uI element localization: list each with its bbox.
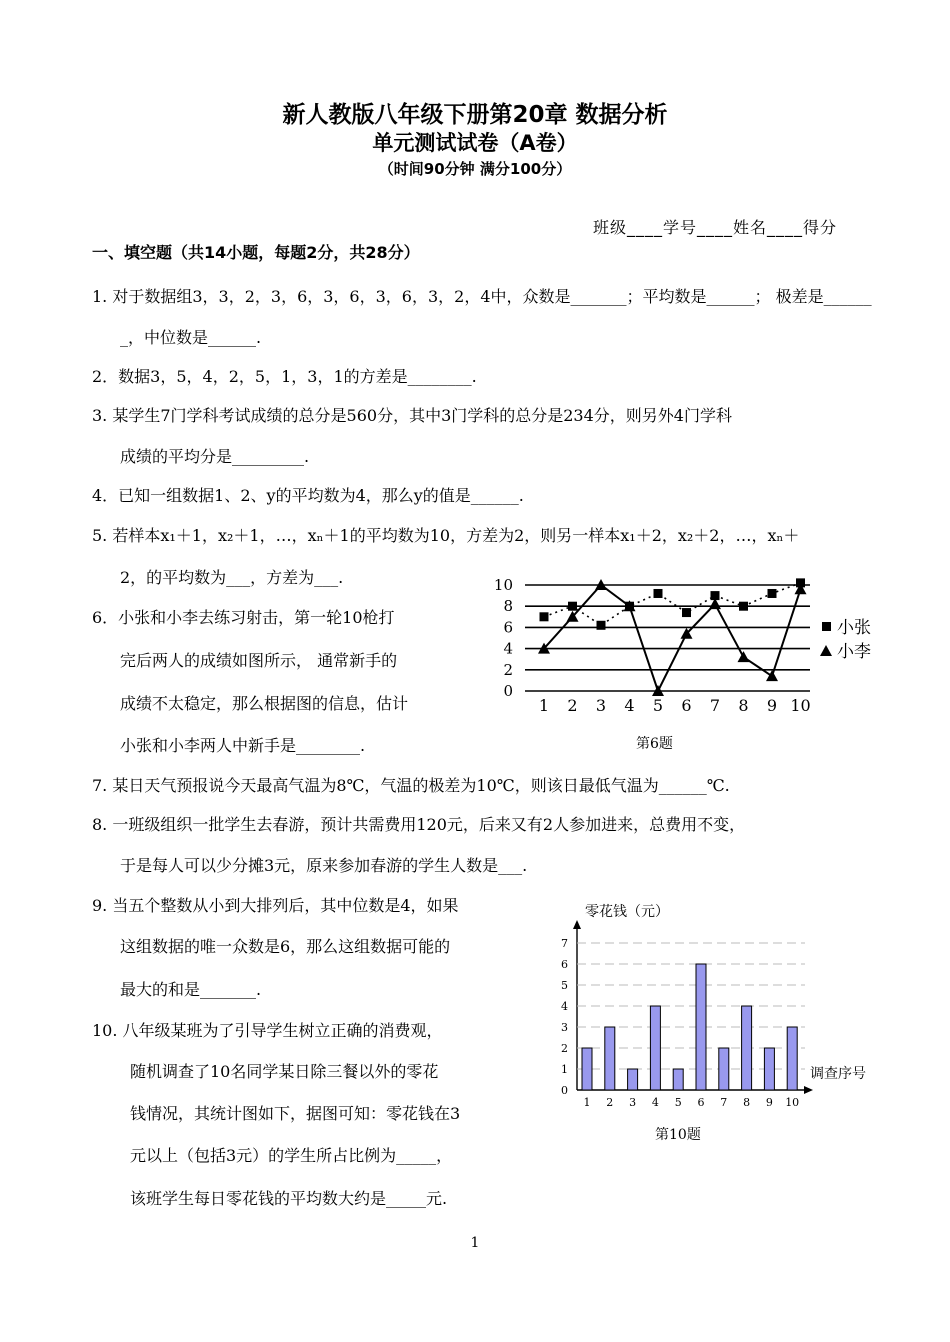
chart2-y-tick-label: 2 [561,1042,568,1055]
chart2-x-label: 调查序号 [810,1066,866,1082]
chart1-x-tick-label: 8 [738,696,749,715]
chart2-x-ticks [584,1096,800,1109]
chart1-y-tick-label: 10 [493,576,513,594]
q1-line2: _，中位数是______. [120,328,262,347]
chart2-x-tick-label: 1 [583,1096,591,1109]
q10-line4: 元以上（包括3元）的学生所占比例为_____， [130,1146,453,1165]
chart1-y-tick-label: 8 [503,597,513,616]
q9-line2: 这组数据的唯一众数是6，那么这组数据可能的 [120,937,451,956]
chart1-x-tick-label: 4 [624,696,635,715]
chart2-x-axis-arrow [804,1086,813,1094]
q10-line5: 该班学生每日零花钱的平均数大约是_____元. [130,1189,448,1208]
chart1-y-tick-label: 6 [503,618,513,637]
chart1-point [768,589,777,598]
q1-line1: 1. 对于数据组3，3，2，3，6，3，6，3，6，3，2，4中，众数是_______；平均数是______； 极差是______ [92,287,872,306]
chart2-bar [787,1027,797,1090]
q10-line1: 10. 八年级某班为了引导学生树立正确的消费观， [92,1021,443,1040]
chart2-bar [742,1006,752,1090]
title-line-2: 单元测试试卷（A卷） [372,131,578,155]
chart1-x-tick-label: 1 [538,696,550,715]
chart1-point [766,670,778,681]
chart2-y-tick-label: 4 [561,1000,568,1013]
chart1-series-lines [544,583,801,691]
q10-line2: 随机调查了10名同学某日除三餐以外的零花 [130,1062,439,1081]
chart1-point [597,621,606,630]
chart2-x-tick-label: 6 [697,1096,705,1109]
chart1-x-tick-label: 5 [652,696,664,715]
chart2-y-axis-arrow [573,920,581,929]
chart2-x-tick-label: 9 [765,1096,773,1109]
chart1-point [540,612,549,621]
q6-chart-caption: 第6题 [636,736,673,752]
chart2-x-tick-label: 7 [720,1096,728,1109]
chart1-legend-marker [820,645,832,656]
chart1-x-tick-label: 6 [681,696,692,715]
chart2-x-tick-label: 3 [629,1096,637,1109]
chart2-y-tick-label: 0 [561,1084,568,1097]
q9-line3: 最大的和是_______. [120,980,262,999]
q6-line4: 小张和小李两人中新手是________. [120,736,366,755]
chart1-point [654,589,663,598]
chart1-y-tick-label: 2 [503,660,513,679]
chart1-legend-label: 小张 [837,618,871,638]
chart1-series-line-2 [544,585,801,691]
chart2-y-tick-label: 7 [561,937,568,950]
chart2-bar [605,1027,615,1090]
page-number: 1 [470,1235,480,1251]
chart2-y-tick-label: 6 [561,958,568,971]
chart2-y-tick-label: 1 [561,1063,568,1076]
chart2-bar [673,1069,683,1090]
chart2-x-tick-label: 2 [606,1096,614,1109]
q7: 7. 某日天气预报说今天最高气温为8℃，气温的极差为10℃，则该日最低气温为______℃. [92,776,730,795]
chart1-y-tick-label: 0 [503,682,513,700]
q5-line1: 5. 若样本x₁＋1，x₂＋1，…，xₙ＋1的平均数为10，方差为2，则另一样本x₁＋2，x₂＋2，…，xₙ＋ [92,526,800,545]
chart2-y-label: 零花钱（元） [585,904,669,920]
q6-line-chart [485,575,885,735]
chart1-point [682,608,691,617]
chart2-x-tick-label: 4 [651,1096,659,1109]
section-heading: 一、填空题（共14小题，每题2分，共28分） [92,243,420,262]
q6-line3: 成绩不太稳定，那么根据图的信息，估计 [120,694,409,713]
chart1-x-tick-label: 3 [595,696,607,715]
chart1-legend [820,618,871,662]
q3-line2: 成绩的平均分是_________. [120,447,310,466]
q2: 2．数据3，5，4，2，5，1，3，1的方差是________. [92,367,477,386]
q10-line3: 钱情况，其统计图如下，据图可知：零花钱在3 [130,1104,461,1123]
chart2-bar [628,1069,638,1090]
q9-line1: 9. 当五个整数从小到大排列后，其中位数是4，如果 [92,896,459,915]
chart2-y-tick-label: 3 [561,1021,568,1034]
q6-line2: 完后两人的成绩如图所示， 通常新手的 [120,651,398,670]
chart1-y-ticks [494,576,513,700]
student-info: 班级____学号____姓名____得分 [593,218,838,237]
chart2-x-tick-label: 5 [674,1096,682,1109]
q10-chart-caption: 第10题 [655,1127,701,1143]
q4: 4．已知一组数据1、2、y的平均数为4，那么y的值是______. [92,486,524,505]
chart1-legend-marker [822,622,831,631]
title-line-1: 新人教版八年级下册第20章 数据分析 [282,102,668,128]
chart1-legend-label: 小李 [837,642,871,662]
chart1-x-ticks [539,696,811,715]
chart2-bar [696,964,706,1090]
chart2-x-tick-label: 10 [785,1096,800,1109]
chart2-y-tick-label: 5 [561,979,568,992]
title-line-3: （时间90分钟 满分100分） [378,160,572,178]
chart1-point [568,602,577,611]
chart2-x-tick-label: 8 [743,1096,751,1109]
chart1-series-line-1 [544,583,801,625]
chart1-x-tick-label: 9 [766,696,778,715]
chart1-point [739,602,748,611]
chart2-bar [650,1006,660,1090]
chart2-bar [582,1048,592,1090]
chart1-gridlines [525,585,810,691]
chart2-bar [719,1048,729,1090]
q6-line1: 6．小张和小李去练习射击，第一轮10枪打 [92,608,395,627]
chart2-y-ticks [561,937,568,1097]
q5-line2: 2，的平均数为___，方差为___. [120,568,344,587]
chart2-bar [764,1048,774,1090]
q8-line1: 8. 一班级组织一批学生去春游，预计共需费用120元，后来又有2人参加进来，总费用不变， [92,815,746,834]
chart1-y-tick-label: 4 [503,639,513,658]
chart1-x-tick-label: 7 [709,696,721,715]
chart1-point [738,651,750,662]
q8-line2: 于是每人可以少分摊3元，原来参加春游的学生人数是___. [120,856,528,875]
chart1-x-tick-label: 2 [567,696,578,715]
chart1-x-tick-label: 10 [790,696,811,715]
q3-line1: 3. 某学生7门学科考试成绩的总分是560分，其中3门学科的总分是234分，则另外4门学科 [92,406,732,425]
q10-bar-chart [555,898,885,1120]
